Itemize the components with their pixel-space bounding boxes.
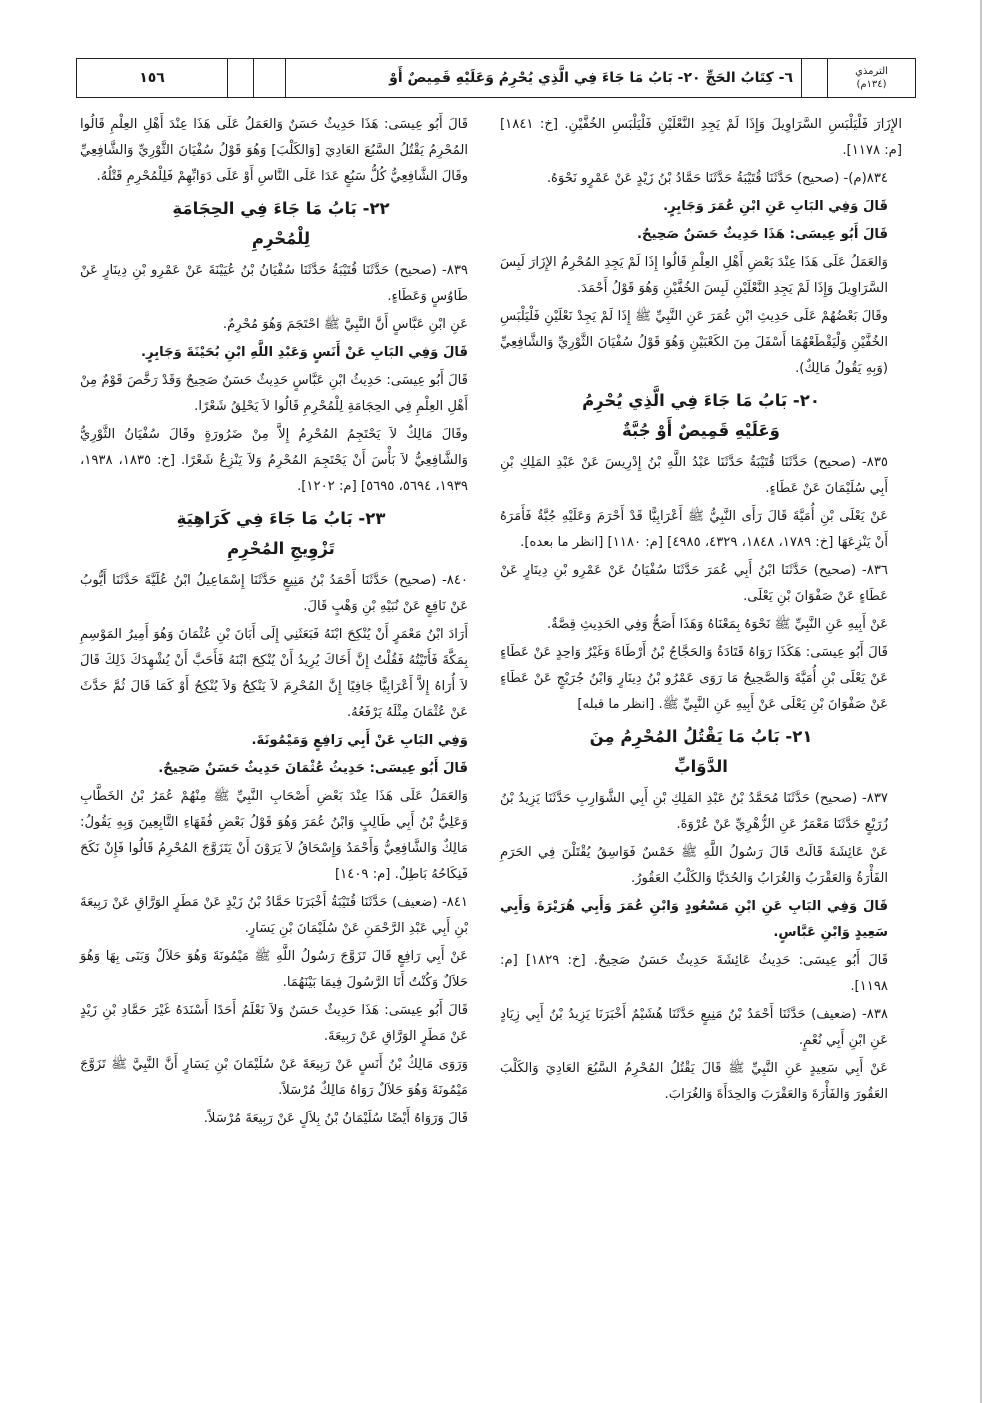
text-paragraph: قَالَ وَفِي البَابِ عَنِ ابْنِ مَسْعُودٍ وَابْنِ عُمَرَ وَأَبِي هُرَيْرَةَ وَأَبِي سَعِيدٍ وَابْنِ عَبَّاسٍ.	[500, 899, 888, 940]
text-paragraph: وقَالَ مَالِكٌ لاَ يَحْتَجِمُ المُحْرِمُ إِلاَّ مِنْ ضَرُورَةٍ وقَالَ سُفْيَانُ الثَّوْرِيُّ وَالشَّافِعِيُّ لاَ بَأْسَ أَنْ يَحْتَجِمَ المُحْرِمُ وَلاَ يَنْزِعُ شَعْرًا. [خ: ١٨٣٥، ١٩٣٨، ١٩٣٩، ٥٦٩٤، ٥٦٩٥] [م: ١٢٠٢].	[80, 427, 469, 494]
text-paragraph: عَنْ عَائِشَةَ قَالَتْ قَالَ رَسُولُ اللَّهِ ﷺ خَمْسٌ فَوَاسِقُ يُقْتَلْنَ فِي الحَرَمِ الفَأْرَةُ وَالعَقْرَبُ وَالغُرَابُ وَالحُدَيَّا وَالكَلْبُ العَقُورُ.	[500, 845, 888, 886]
text-paragraph: قَالَ أَبُو عِيسَى: هَذَا حَدِيثٌ حَسَنٌ صَحِيحٌ.	[637, 227, 888, 242]
text-paragraph: ٨٣٩- (صحيح) حَدَّثَنَا قُتَيْبَةُ حَدَّثَنَا سُفْيَانُ بْنُ عُيَيْنَةَ عَنْ عَمْرِو بْنِ دِينَارٍ عَنْ طَاوُسٍ وَعَطَاءٍ.	[80, 263, 468, 304]
text-paragraph: أَرَادَ ابْنُ مَعْمَرٍ أَنْ يُنْكِحَ ابْنَهُ فَبَعَثَنِي إِلَى أَبَانَ بْنِ عُثْمَانَ وَهُوَ أَمِيرُ المَوْسِمِ بِمَكَّةَ فَأَتَيْتُهُ فَقُلْتُ إِنَّ أَخَاكَ يُرِيدُ أَنْ يُنْكِحَ ابْنَهُ فَأَحَبَّ أَنْ يُشْهِدَكَ ذَلِكَ قَالَ لاَ أُرَاهُ إِلاَّ أَعْرَابِيًّا جَافِيًا إِنَّ المُحْرِمَ لاَ يَنْكِحُ وَلاَ يُنْكِحُ أَوْ كَمَا قَالَ ثُمَّ حَدَّثَ عَنْ عُثْمَانَ مِثْلَهُ يَرْفَعُهُ.	[80, 627, 468, 720]
text-paragraph: قَالَ وَفِي البَابِ عَنْ أَنَسٍ وَعَبْدِ اللَّهِ ابْنِ بُحَيْنَةَ وَجَابِرٍ.	[140, 345, 468, 360]
text-paragraph: عَنْ أَبِي رَافِعٍ قَالَ تَزَوَّجَ رَسُولُ اللَّهِ ﷺ مَيْمُونَةَ وَهُوَ حَلاَلٌ وَبَنَى بِهَا وَهُوَ حَلاَلٌ وَكُنْتُ أَنَا الرَّسُولَ فِيمَا بَيْنَهُمَا.	[80, 949, 468, 990]
header-blank-cell	[801, 59, 827, 97]
text-paragraph: الإِزَارَ فَلْيَلْبَسِ السَّرَاوِيلَ وَإِذَا لَمْ يَجِدِ النَّعْلَيْنِ فَلْيَلْبَسِ الخُفَّيْنِ. [خ: ١٨٤١] [م: ١١٧٨].	[500, 117, 902, 158]
text-paragraph: عَنْ أَبِي سَعِيدٍ عَنِ النَّبِيِّ ﷺ قَالَ يَقْتُلُ المُحْرِمُ السَّبُعَ العَادِيَ وَالكَلْبَ العَقُورَ وَالفَأْرَةَ وَالعَقْرَبَ وَالحِدَأَةَ وَالغُرَابَ.	[500, 1061, 888, 1102]
chapter-heading	[500, 722, 902, 782]
left-column	[80, 112, 482, 1134]
text-paragraph: قَالَ أَبُو عِيسَى: هَذَا حَدِيثٌ حَسَنٌ وَالعَمَلُ عَلَى هَذَا عِنْدَ أَهْلِ العِلْمِ قَالُوا المُحْرِمُ يَقْتُلُ السَّبُعَ العَادِيَ [وَالكَلْبَ] وَهُوَ قَوْلُ سُفْيَانَ الثَّوْرِيِّ وَالشَّافِعِيِّ وقَالَ الشَّافِعِيُّ كُلُّ سَبُعٍ عَدَا عَلَى النَّاسِ أَوْ عَلَى دَوَابِّهِمْ فَلِلْمُحْرِمِ قَتْلُهُ.	[80, 117, 468, 184]
binding-edge	[980, 0, 982, 1403]
text-paragraph: ٨٣٥- (صحيح) حَدَّثَنَا قُتَيْبَةُ حَدَّثَنَا عَبْدُ اللَّهِ بْنُ إِدْرِيسَ عَنْ عَبْدِ المَلِكِ بْنِ أَبِي سُلَيْمَانَ عَنْ عَطَاءٍ.	[500, 455, 888, 496]
text-paragraph: وَرَوَى مَالِكُ بْنُ أَنَسٍ عَنْ رَبِيعَةَ عَنْ سُلَيْمَانَ بْنِ يَسَارٍ أَنَّ النَّبِيَّ ﷺ تَزَوَّجَ مَيْمُونَةَ وَهُوَ حَلاَلٌ رَوَاهُ مَالِكٌ مُرْسَلاً.	[80, 1057, 468, 1098]
chapter-heading-line: ٢٢- بَابُ مَا جَاءَ فِي الحِجَامَةِ	[172, 199, 390, 218]
text-paragraph: قَالَ أَبُو عِيسَى: حَدِيثُ عَائِشَةَ حَدِيثٌ حَسَنٌ صَحِيحٌ. [خ: ١٨٢٩] [م: ١١٩٨].	[500, 953, 888, 994]
chapter-heading-line: لِلْمُحْرِمِ	[251, 229, 311, 248]
right-column	[500, 112, 902, 1110]
chapter-heading-line: ٢٣- بَابُ مَا جَاءَ فِي كَرَاهِيَةِ	[176, 509, 386, 528]
chapter-heading	[80, 504, 482, 564]
text-paragraph: قَالَ وَفِي البَابِ عَنِ ابْنِ عُمَرَ وَجَابِرٍ.	[663, 199, 888, 214]
text-paragraph: ٨٣٦- (صحيح) حَدَّثَنَا ابْنُ أَبِي عُمَرَ حَدَّثَنَا سُفْيَانُ عَنْ عَمْرِو بْنِ دِينَارٍ عَنْ عَطَاءٍ عَنْ صَفْوَانَ بْنِ يَعْلَى.	[500, 563, 888, 604]
book-hadith-number: (١٣٤م)	[856, 79, 887, 90]
header-blank-cell	[227, 59, 253, 97]
text-paragraph: قَالَ أَبُو عِيسَى: هَكَذَا رَوَاهُ قَتَادَةُ وَالحَجَّاجُ بْنُ أَرْطَاةَ وَغَيْرُ وَاحِدٍ عَنْ عَطَاءٍ عَنْ يَعْلَى بْنِ أُمَيَّةَ وَالصَّحِيحُ مَا رَوَى عَمْرُو بْنُ دِينَارٍ وَابْنُ جُرَيْجٍ عَنْ عَطَاءٍ عَنْ صَفْوَانَ بْنِ يَعْلَى عَنْ أَبِيهِ عَنِ النَّبِيِّ ﷺ. [انظر ما قبله]	[500, 645, 888, 712]
text-paragraph: ٨٣٧- (صحيح) حَدَّثَنَا مُحَمَّدُ بْنُ عَبْدِ المَلِكِ بْنِ أَبِي الشَّوَارِبِ حَدَّثَنَا يَزِيدُ بْنُ زُرَيْعٍ حَدَّثَنَا مَعْمَرٌ عَنِ الزُّهْرِيِّ عَنْ عُرْوَةَ.	[500, 791, 888, 832]
chapter-heading-line: ٢١- بَابُ مَا يَقْتُلُ المُحْرِمُ مِنَ	[589, 727, 813, 746]
book-name: الترمذي	[855, 66, 888, 77]
text-paragraph: قَالَ وَرَوَاهُ أَيْضًا سُلَيْمَانُ بْنُ بِلاَلٍ عَنْ رَبِيعَةَ مُرْسَلاً.	[203, 1111, 468, 1126]
chapter-heading-line: الدَّوَابِّ	[674, 757, 728, 776]
text-paragraph: ٨٣٤(م)- (صحيح) حَدَّثَنَا قُتَيْبَةُ حَدَّثَنَا حَمَّادُ بْنُ زَيْدٍ عَنْ عَمْرٍو نَحْوَهُ.	[546, 171, 888, 186]
text-paragraph: وقَالَ بَعْضُهُمْ عَلَى حَدِيثِ ابْنِ عُمَرَ عَنِ النَّبِيِّ ﷺ إِذَا لَمْ يَجِدْ نَعْلَيْنِ فَلْيَلْبَسِ الخُفَّيْنِ وَلْيَقْطَعْهُمَا أَسْفَلَ مِنَ الكَعْبَيْنِ وَهُوَ قَوْلُ سُفْيَانَ الثَّوْرِيِّ وَالشَّافِعِيِّ (وَبِهِ يَقُولُ مَالِكٌ).	[500, 309, 888, 376]
text-paragraph: قَالَ أَبُو عِيسَى: هَذَا حَدِيثٌ حَسَنٌ وَلاَ نَعْلَمُ أَحَدًا أَسْنَدَهُ غَيْرَ حَمَّادِ بْنِ زَيْدٍ عَنْ مَطَرٍ الوَرَّاقِ عَنْ رَبِيعَةَ.	[80, 1003, 468, 1044]
book-reference	[827, 59, 915, 97]
header-blank-cell	[253, 59, 285, 97]
chapter-heading	[500, 386, 902, 446]
text-paragraph: ٨٣٨- (ضعيف) حَدَّثَنَا أَحْمَدُ بْنُ مَنِيعٍ حَدَّثَنَا هُشَيْمٌ أَخْبَرَنَا يَزِيدُ بْنُ أَبِي زِيَادٍ عَنِ ابْنِ أَبِي نُعْمٍ.	[500, 1007, 888, 1048]
text-paragraph: ٨٤٠- (صحيح) حَدَّثَنَا أَحْمَدُ بْنُ مَنِيعٍ حَدَّثَنَا إِسْمَاعِيلُ ابْنُ عُلَيَّةَ حَدَّثَنَا أَيُّوبُ عَنْ نَافِعٍ عَنْ نُبَيْهِ بْنِ وَهْبٍ قَالَ.	[80, 573, 468, 614]
text-paragraph: عَنْ يَعْلَى بْنِ أُمَيَّةَ قَالَ رَأَى النَّبِيُّ ﷺ أَعْرَابِيًّا قَدْ أَحْرَمَ وَعَلَيْهِ جُبَّةٌ فَأَمَرَهُ أَنْ يَنْزِعَهَا [خ: ١٧٨٩، ١٨٤٨، ٤٣٢٩، ٤٩٨٥] [م: ١١٨٠] [انظر ما بعده].	[500, 509, 888, 550]
text-paragraph: وَفِي البَابِ عَنْ أَبِي رَافِعٍ وَمَيْمُونَةَ.	[251, 733, 468, 748]
text-paragraph: ٨٤١- (ضعيف) حَدَّثَنَا قُتَيْبَةُ أَخْبَرَنَا حَمَّادُ بْنُ زَيْدٍ عَنْ مَطَرٍ الوَرَّاقِ عَنْ رَبِيعَةَ بْنِ أَبِي عَبْدِ الرَّحْمَنِ عَنْ سُلَيْمَانَ بْنِ يَسَارٍ.	[80, 895, 468, 936]
text-paragraph: قَالَ أَبُو عِيسَى: حَدِيثُ ابْنِ عَبَّاسٍ حَدِيثٌ حَسَنٌ صَحِيحٌ وَقَدْ رَخَّصَ قَوْمٌ مِنْ أَهْلِ العِلْمِ فِي الحِجَامَةِ لِلْمُحْرِمِ قَالُوا لاَ يَحْلِقُ شَعْرًا.	[80, 373, 468, 414]
text-paragraph: عَنْ أَبِيهِ عَنِ النَّبِيِّ ﷺ نَحْوَهُ بِمَعْنَاهُ وَهَذَا أَصَحُّ وَفِي الحَدِيثِ قِصَّةٌ.	[546, 617, 888, 632]
text-paragraph: عَنِ ابْنِ عَبَّاسٍ أَنَّ النَّبِيَّ ﷺ احْتَجَمَ وَهُوَ مُحْرِمٌ.	[222, 317, 468, 332]
text-paragraph: وَالعَمَلُ عَلَى هَذَا عِنْدَ بَعْضِ أَهْلِ العِلْمِ قَالُوا إِذَا لَمْ يَجِدِ المُحْرِمُ الإِزَارَ لَبِسَ السَّرَاوِيلَ وَإِذَا لَمْ يَجِدِ النَّعْلَيْنِ لَبِسَ الخُفَّيْنِ وَهُوَ قَوْلُ أَحْمَدَ.	[500, 255, 888, 296]
chapter-heading-line: تَزْوِيجِ المُحْرِمِ	[227, 539, 335, 558]
running-title: ٦- كِتَابُ الحَجِّ ٢٠- بَابُ مَا جَاءَ فِي الَّذِي يُحْرِمُ وَعَلَيْهِ قَمِيصٌ أَوْ	[285, 59, 801, 97]
chapter-heading	[80, 194, 482, 254]
page-number: ١٥٦	[139, 70, 165, 86]
chapter-heading-line: ٢٠- بَابُ مَا جَاءَ فِي الَّذِي يُحْرِمُ	[582, 391, 820, 410]
page-header	[76, 58, 916, 98]
chapter-heading-line: وَعَلَيْهِ قَمِيصٌ أَوْ جُبَّةٌ	[622, 421, 780, 440]
text-paragraph: قَالَ أَبُو عِيسَى: حَدِيثُ عُثْمَانَ حَدِيثٌ حَسَنٌ صَحِيحٌ.	[158, 761, 468, 776]
text-paragraph: وَالعَمَلُ عَلَى هَذَا عِنْدَ بَعْضِ أَصْحَابِ النَّبِيِّ ﷺ مِنْهُمْ عُمَرُ بْنُ الخَطَّابِ وَعَلِيُّ بْنُ أَبِي طَالِبٍ وَابْنُ عُمَرَ وَهُوَ قَوْلُ بَعْضِ فُقَهَاءِ التَّابِعِينَ وَبِهِ يَقُولُ: مَالِكٌ وَالشَّافِعِيُّ وَأَحْمَدُ وَإِسْحَاقُ لاَ يَرَوْنَ أَنْ يَتَزَوَّجَ المُحْرِمُ قَالُوا فَإِنْ نَكَحَ فَنِكَاحُهُ بَاطِلٌ. [م: ١٤٠٩]	[80, 789, 468, 882]
